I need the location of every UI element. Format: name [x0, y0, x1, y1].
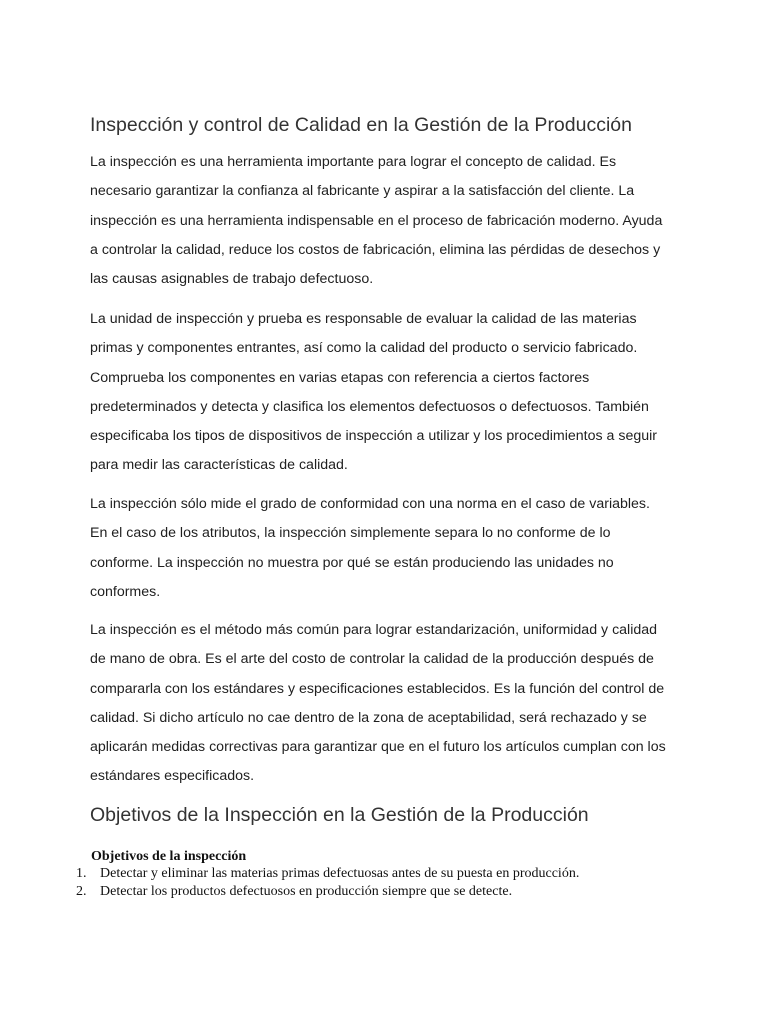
paragraph-line: inspección es una herramienta indispensable en el proceso de fabricación moderno. Ayuda	[90, 212, 663, 229]
list-item-text: Detectar y eliminar las materias primas defectuosas antes de su puesta en producción.	[100, 866, 580, 881]
paragraph-line: Comprueba los componentes en varias etapas con referencia a ciertos factores	[90, 369, 590, 386]
list-item	[76, 865, 579, 883]
paragraph-line: las causas asignables de trabajo defectuoso.	[90, 271, 374, 288]
paragraph-line: de mano de obra. Es el arte del costo de controlar la calidad de la producción después de	[90, 651, 654, 668]
heading-inspection-quality-control: Inspección y control de Calidad en la Gestión de la Producción	[90, 114, 632, 136]
paragraph-line: compararla con los estándares y especificaciones establecidos. Es la función del control de	[90, 680, 665, 697]
paragraph-line: primas y componentes entrantes, así como la calidad del producto o servicio fabricado.	[90, 340, 638, 357]
paragraph-line: La inspección es el método más común para lograr estandarización, uniformidad y calidad	[90, 622, 658, 638]
list-item-text: Detectar los productos defectuosos en producción siempre que se detecte.	[100, 884, 513, 899]
paragraph-line: predeterminados y detecta y clasifica los elementos defectuosos o defectuosos. También	[90, 398, 649, 415]
list-item-number: 2.	[76, 884, 87, 899]
subheading-objectives: Objetivos de la inspección	[91, 849, 247, 864]
paragraph-line: La inspección sólo mide el grado de conformidad con una norma en el caso de variables.	[90, 496, 650, 512]
heading-inspection-objectives: Objetivos de la Inspección en la Gestión de la Producción	[90, 804, 589, 826]
paragraph-line: La inspección es una herramienta importante para lograr el concepto de calidad. Es	[90, 154, 617, 170]
paragraph-line: conformes.	[90, 583, 161, 600]
list-item	[76, 883, 579, 901]
paragraph-line: estándares especificados.	[90, 768, 255, 785]
paragraph-line: especificaba los tipos de dispositivos de inspección a utilizar y los procedimientos a seguir	[90, 428, 658, 445]
list-item-number: 1.	[76, 866, 87, 881]
paragraph-line: para medir las características de calidad.	[90, 457, 348, 474]
paragraph-line: conforme. La inspección no muestra por qué se están produciendo las unidades no	[90, 554, 614, 571]
paragraph-line: En el caso de los atributos, la inspección simplemente separa lo no conforme de lo	[90, 525, 611, 542]
paragraph-3	[90, 490, 682, 607]
paragraph-2	[90, 305, 682, 481]
paragraph-line: calidad. Si dicho artículo no cae dentro de la zona de aceptabilidad, será rechazado y se	[90, 709, 647, 726]
paragraph-line: aplicarán medidas correctivas para garantizar que en el futuro los artículos cumplan con los	[90, 739, 666, 756]
objectives-list	[76, 865, 579, 901]
paragraph-line: La unidad de inspección y prueba es responsable de evaluar la calidad de las materias	[90, 311, 637, 327]
paragraph-4	[90, 616, 682, 792]
paragraph-1	[90, 148, 682, 294]
paragraph-line: a controlar la calidad, reduce los costos de fabricación, elimina las pérdidas de desechos y	[90, 241, 661, 258]
paragraph-line: necesario garantizar la confianza al fabricante y aspirar a la satisfacción del cliente. La	[90, 183, 635, 200]
